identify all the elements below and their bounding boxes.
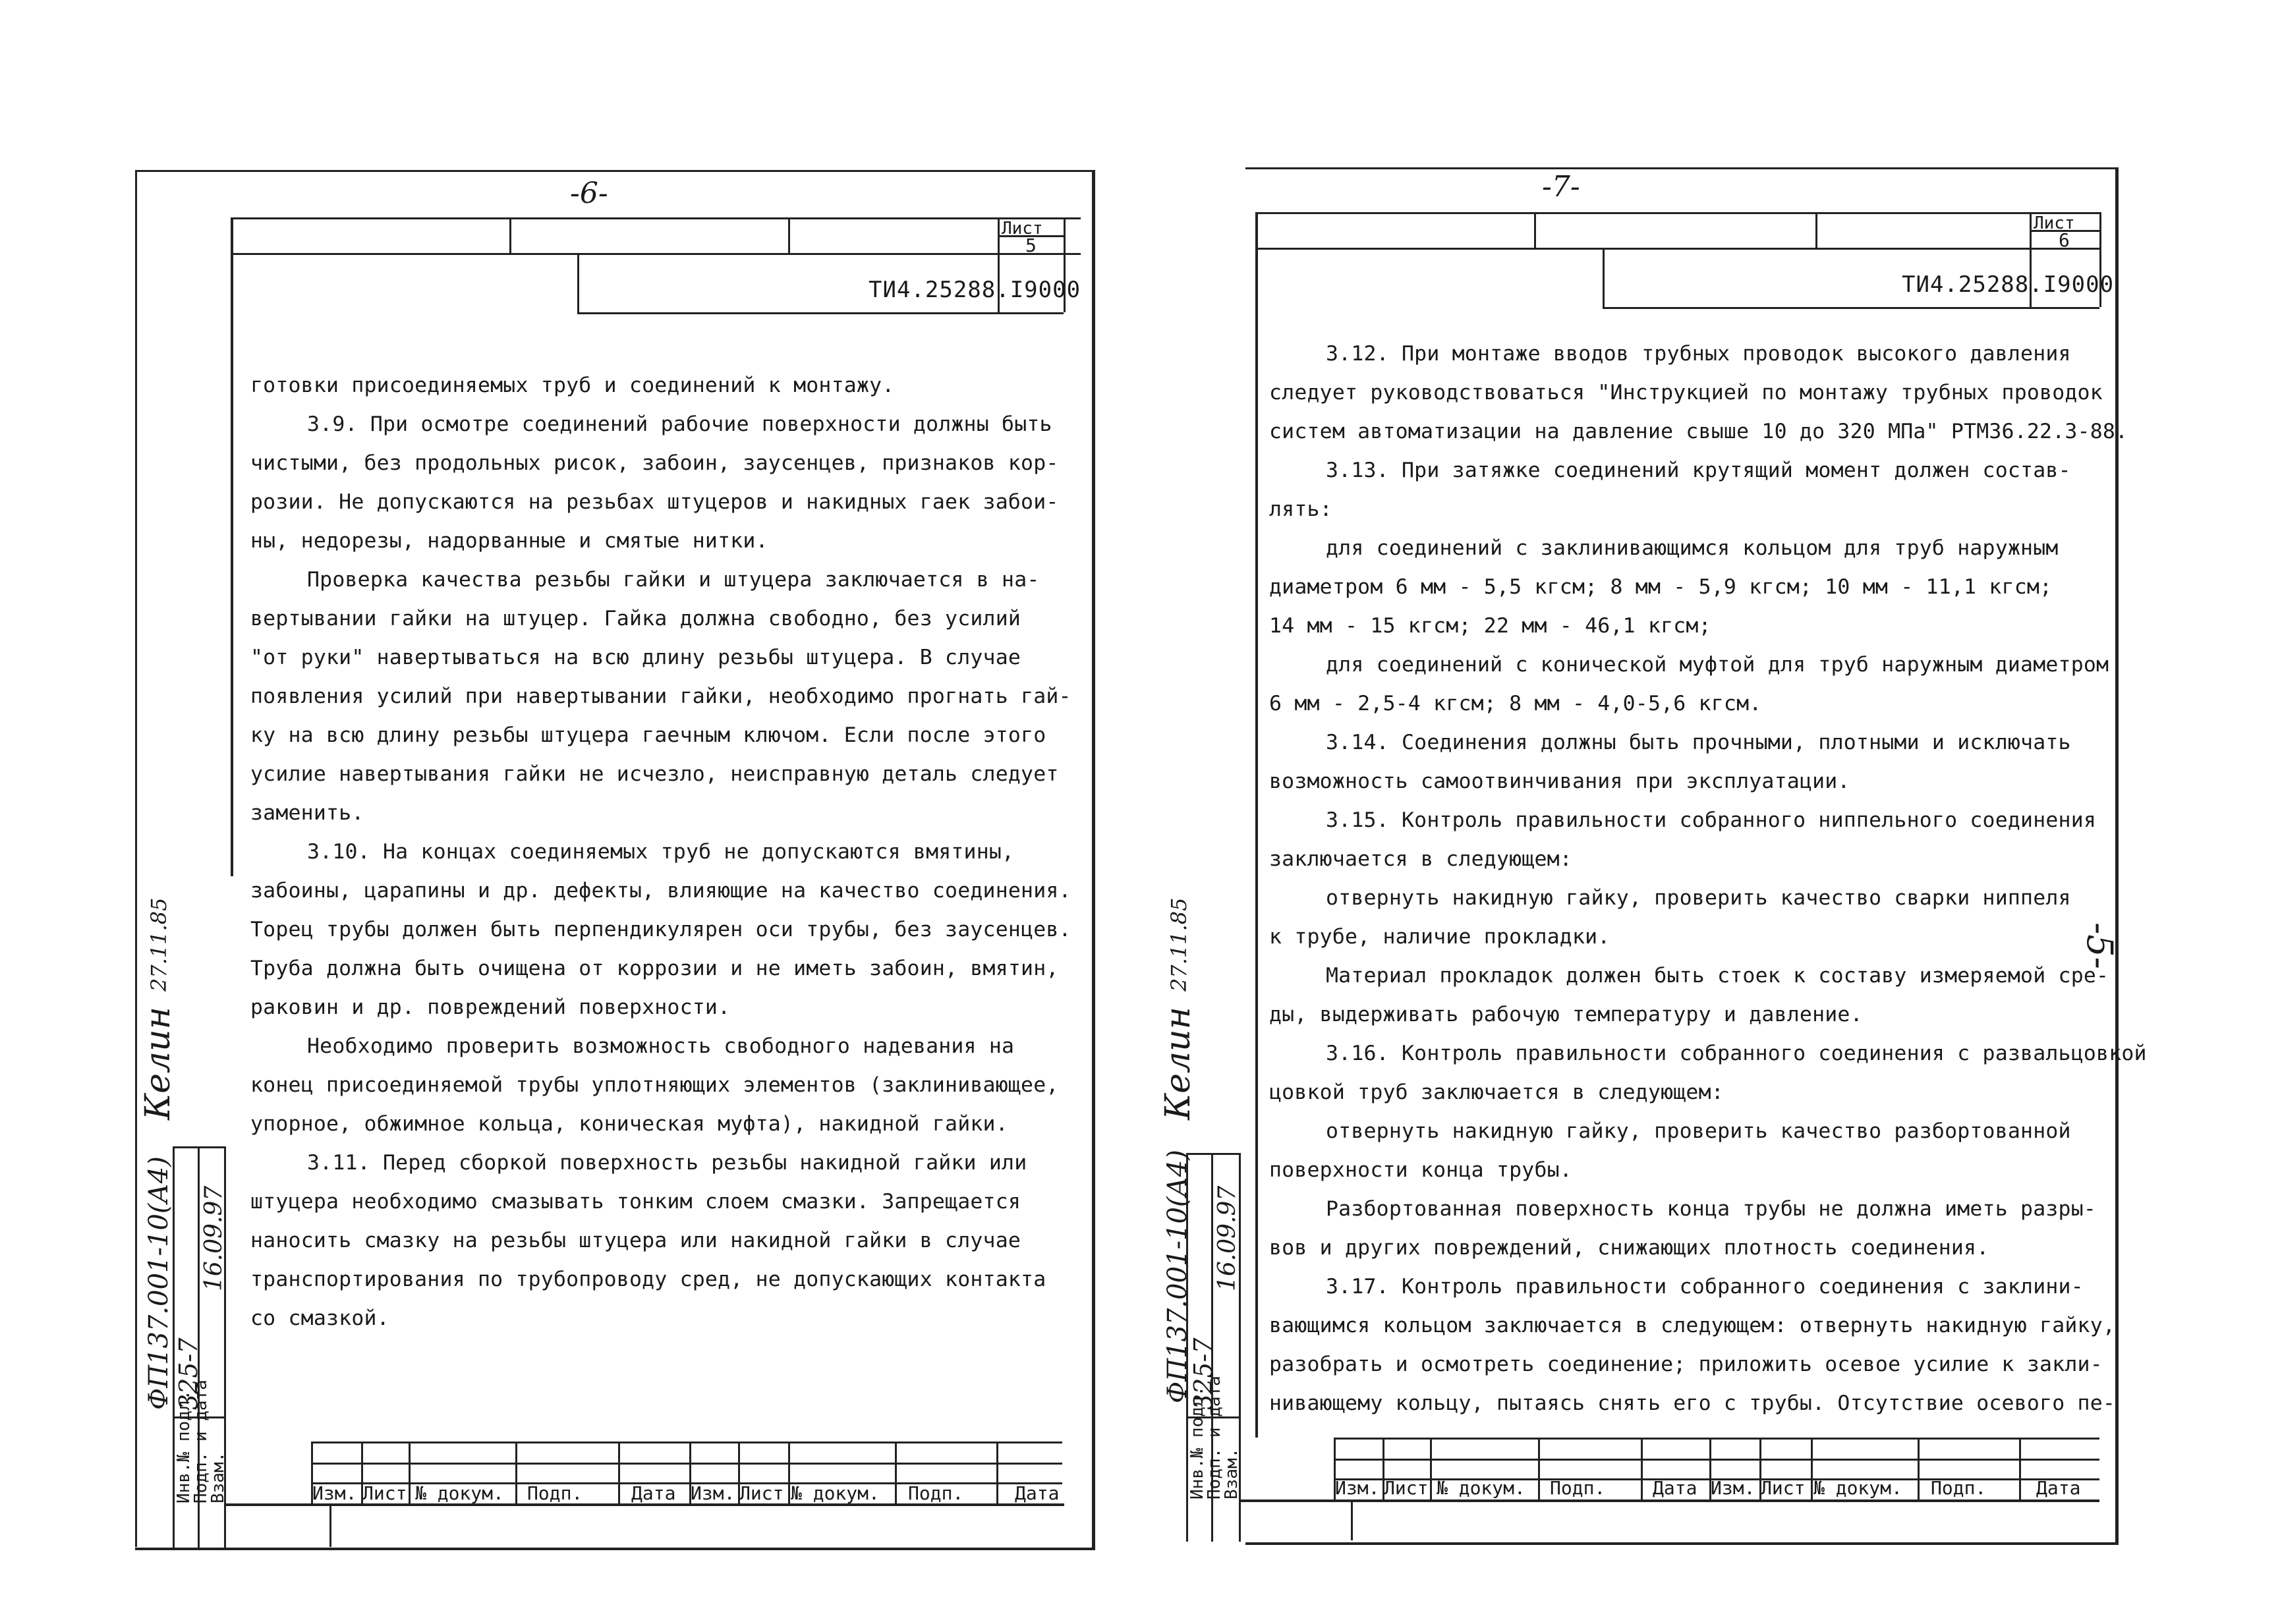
text-line: ны, недорезы, надорванные и смятые нитки. <box>250 529 768 553</box>
text-line: поверхности конца трубы. <box>1269 1158 1572 1182</box>
right-header-top-rule <box>1255 212 2100 214</box>
text-line: транспортирования по трубопроводу сред, не допускающих контакта <box>250 1268 1046 1291</box>
right-margin-number: 325-7 <box>1189 1337 1218 1410</box>
text-line: 3.9. При осмотре соединений рабочие поверхности должны быть <box>307 412 1052 436</box>
left-tb-col-8 <box>895 1442 897 1503</box>
left-header-rule-c <box>788 217 790 253</box>
left-tb-label-2: № докум. <box>415 1482 504 1504</box>
left-sheet-label: Лист <box>1002 219 1043 238</box>
spread-number: -5- <box>2079 922 2121 969</box>
left-header-rule-e <box>577 253 579 312</box>
stamp-side-label: Подп. и дата <box>191 1380 211 1503</box>
text-line: Труба должна быть очищена от коррозии и не иметь забоин, вмятин, <box>250 957 1059 980</box>
left-header-rule-a <box>231 217 233 876</box>
left-tb-col-4 <box>618 1442 620 1503</box>
text-line: 3.16. Контроль правильности собранного соединения с развальцовкой <box>1326 1042 2147 1065</box>
right-tb-col-4 <box>1641 1438 1643 1499</box>
text-line: разобрать и осмотреть соединение; приложить осевое усилие к закли- <box>1269 1353 2103 1376</box>
text-line: готовки присоединяемых труб и соединений к монтажу. <box>250 374 895 397</box>
right-tb-rule-4 <box>1239 1499 2099 1502</box>
text-line: чистыми, без продольных рисок, забоин, заусенцев, признаков кор- <box>250 451 1059 475</box>
left-tb-label-0: Изм. <box>312 1482 357 1504</box>
text-line: 6 мм - 2,5-4 кгсм; 8 мм - 4,0-5,6 кгсм. <box>1269 692 1762 715</box>
text-line: заключается в следующем: <box>1269 847 1572 871</box>
right-margin-signature: Келин <box>1158 1007 1198 1120</box>
text-line: вающимся кольцом заключается в следующем: отвернуть накидную гайку, <box>1269 1314 2116 1337</box>
text-line: появления усилий при навертывании гайки, необходимо прогнать гай- <box>250 685 1071 708</box>
left-tb-label-1: Лист <box>362 1482 407 1504</box>
text-line: 3.15. Контроль правильности собранного ниппельного соединения <box>1326 808 2097 832</box>
right-margin-code: ФП137.001-10(А4) <box>1162 1150 1193 1403</box>
left-header-rule-b <box>509 217 511 253</box>
text-line: цовкой труб заключается в следующем: <box>1269 1080 1724 1104</box>
text-line: упорное, обжимное кольца, коническая муфта), накидной гайки. <box>250 1112 1008 1136</box>
stamp-side-label: Взам. <box>1222 1447 1241 1499</box>
text-line: усилие навертывания гайки не исчезло, неисправную деталь следует <box>250 762 1059 786</box>
text-line: вертывании гайки на штуцер. Гайка должна свободно, без усилий <box>250 607 1021 630</box>
right-stamp-top-rule <box>1186 1153 1239 1155</box>
right-tb-lower-col <box>1351 1499 1353 1540</box>
right-tb-label-6: Лист <box>1761 1477 1806 1499</box>
left-stamp-top-rule <box>173 1146 224 1148</box>
right-header-mid-rule <box>1255 248 2100 250</box>
text-line: 3.13. При затяжке соединений крутящий момент должен состав- <box>1326 459 2071 482</box>
right-doc-code: ТИ4.25288.I9000 <box>1902 271 2115 298</box>
left-tb-label-9: Дата <box>1015 1482 1060 1504</box>
text-line: систем автоматизации на давление свыше 10 до 320 МПа" РТМ36.22.3-88. <box>1269 420 2128 443</box>
left-tb-label-5: Изм. <box>691 1482 735 1504</box>
text-line: отвернуть накидную гайку, проверить качество разбортованной <box>1326 1119 2071 1143</box>
left-body-text <box>250 366 1071 1338</box>
right-tb-label-1: Лист <box>1384 1477 1429 1499</box>
text-line: нивающему кольцу, пытаясь снять его с трубы. Отсутствие осевого пе- <box>1269 1391 2116 1415</box>
right-tb-label-2: № докум. <box>1437 1477 1525 1499</box>
right-tb-label-0: Изм. <box>1335 1477 1380 1499</box>
right-tb-col-3 <box>1538 1438 1540 1499</box>
left-tb-label-3: Подп. <box>527 1482 583 1504</box>
right-tb-rule-1 <box>1334 1438 2099 1440</box>
right-stamp-side-labels <box>1187 1376 1241 1499</box>
right-tb-label-3: Подп. <box>1550 1477 1606 1499</box>
left-tb-rule-2 <box>311 1463 1062 1465</box>
right-page-number: -7- <box>1542 170 1580 204</box>
right-tb-col-7 <box>1811 1438 1813 1499</box>
text-line: 3.11. Перед сборкой поверхность резьбы накидной гайки или <box>307 1151 1027 1175</box>
left-sheet-number: 5 <box>1025 235 1037 256</box>
left-tb-col-7 <box>788 1442 790 1503</box>
left-tb-lower-col <box>329 1503 331 1547</box>
left-tb-label-8: Подп. <box>908 1482 964 1504</box>
left-header-top-rule <box>231 217 1081 219</box>
text-line: следует руководствоваться "Инструкцией по монтажу трубных проводок <box>1269 381 2103 405</box>
text-line: 3.12. При монтаже вводов трубных проводок высокого давления <box>1326 342 2071 366</box>
text-line: вов и других повреждений, снижающих плотность соединения. <box>1269 1236 1989 1260</box>
left-doc-code: ТИ4.25288.I9000 <box>869 277 1081 303</box>
right-tb-label-8: Подп. <box>1931 1477 1987 1499</box>
left-tb-label-4: Дата <box>631 1482 676 1504</box>
right-margin-sig-date: 27.11.85 <box>1166 897 1191 992</box>
right-tb-rule-2 <box>1334 1459 2099 1461</box>
text-line: наносить смазку на резьбы штуцера или накидной гайки в случае <box>250 1229 1021 1252</box>
text-line: забоины, царапины и др. дефекты, влияющие на качество соединения. <box>250 879 1071 903</box>
left-tb-col-9 <box>996 1442 998 1503</box>
right-sheet-number: 6 <box>2059 229 2070 251</box>
right-header-rule-c <box>1815 212 1817 248</box>
right-header-rule-b <box>1534 212 1536 248</box>
left-margin-code: ФП137.001-10(А4) <box>144 1156 174 1410</box>
right-body-text <box>1269 335 2147 1423</box>
right-tb-col-9 <box>2019 1438 2021 1499</box>
right-tb-col-2 <box>1430 1438 1432 1499</box>
stamp-side-label: Инв.№ подл. <box>1187 1386 1207 1499</box>
left-tb-rule-1 <box>311 1442 1062 1443</box>
left-header-mid-rule <box>231 253 1081 255</box>
text-line: ку на всю длину резьбы штуцера гаечным ключом. Если после этого <box>250 723 1046 747</box>
stamp-side-label: Подп. и дата <box>1205 1376 1224 1499</box>
right-tb-col-8 <box>1918 1438 1920 1499</box>
text-line: лять: <box>1269 497 1332 521</box>
right-sheet-label: Лист <box>2034 213 2075 233</box>
text-line: заменить. <box>250 801 364 825</box>
text-line: раковин и др. повреждений поверхности. <box>250 995 731 1019</box>
text-line: отвернуть накидную гайку, проверить качество сварки ниппеля <box>1326 886 2071 910</box>
left-page-number: -6- <box>570 177 608 210</box>
text-line: 3.17. Контроль правильности собранного соединения с заклини- <box>1326 1275 2084 1299</box>
right-header-bottom-rule <box>1603 307 2099 309</box>
text-line: "от руки" навертываться на всю длину резьбы штуцера. В случае <box>250 646 1021 669</box>
left-margin-date: 16.09.97 <box>200 1185 227 1291</box>
text-line: 3.10. На концах соединяемых труб не допускаются вмятины, <box>307 840 1015 864</box>
text-line: Проверка качества резьбы гайки и штуцера заключается в на- <box>307 568 1040 592</box>
text-line: диаметром 6 мм - 5,5 кгсм; 8 мм - 5,9 кгсм; 10 мм - 11,1 кгсм; <box>1269 575 2053 599</box>
left-stamp-side-labels <box>174 1380 228 1503</box>
right-tb-label-7: № докум. <box>1813 1477 1902 1499</box>
left-margin-number: 325-7 <box>174 1337 203 1410</box>
left-tb-col-2 <box>409 1442 411 1503</box>
right-header-rule-a <box>1255 212 1258 1438</box>
text-line: Разбортованная поверхность конца трубы не должна иметь разры- <box>1326 1197 2097 1221</box>
text-line: для соединений с заклинивающимся кольцом для труб наружным <box>1326 536 2059 560</box>
left-header-bottom-rule <box>577 312 1064 314</box>
text-line: для соединений с конической муфтой для труб наружным диаметром <box>1326 653 2109 677</box>
left-margin-sig-date: 27.11.85 <box>146 897 171 992</box>
right-tb-label-4: Дата <box>1653 1477 1697 1499</box>
text-line: возможность самоотвинчивания при эксплуатации. <box>1269 770 1850 793</box>
text-line: Необходимо проверить возможность свободного надевания на <box>307 1034 1015 1058</box>
text-line: к трубе, наличие прокладки. <box>1269 925 1610 949</box>
left-tb-label-7: № докум. <box>791 1482 880 1504</box>
text-line: Торец трубы должен быть перпендикулярен оси трубы, без заусенцев. <box>250 918 1071 941</box>
left-tb-col-3 <box>515 1442 517 1503</box>
text-line: конец присоединяемой трубы уплотняющих элементов (заклинивающее, <box>250 1073 1059 1097</box>
left-margin-signature: Келин <box>138 1007 178 1120</box>
text-line: 3.14. Соединения должны быть прочными, плотными и исключать <box>1326 731 2071 754</box>
left-tb-label-6: Лист <box>739 1482 784 1504</box>
text-line: розии. Не допускаются на резьбах штуцеров и накидных гаек забои- <box>250 490 1059 514</box>
right-margin-date: 16.09.97 <box>1214 1185 1241 1291</box>
right-tb-label-9: Дата <box>2036 1477 2081 1499</box>
text-line: штуцера необходимо смазывать тонким слоем смазки. Запрещается <box>250 1190 1021 1214</box>
stamp-side-label: Взам. <box>208 1451 228 1503</box>
text-line: со смазкой. <box>250 1306 389 1330</box>
right-tb-label-5: Изм. <box>1711 1477 1755 1499</box>
text-line: ды, выдерживать рабочую температуру и давление. <box>1269 1003 1863 1026</box>
text-line: 14 мм - 15 кгсм; 22 мм - 46,1 кгсм; <box>1269 614 1711 638</box>
right-header-rule-e <box>1603 248 1605 307</box>
stamp-side-label: Инв.№ подл. <box>174 1389 194 1503</box>
text-line: Материал прокладок должен быть стоек к составу измеряемой сре- <box>1326 964 2109 988</box>
left-frame-left-edge <box>135 170 137 1547</box>
